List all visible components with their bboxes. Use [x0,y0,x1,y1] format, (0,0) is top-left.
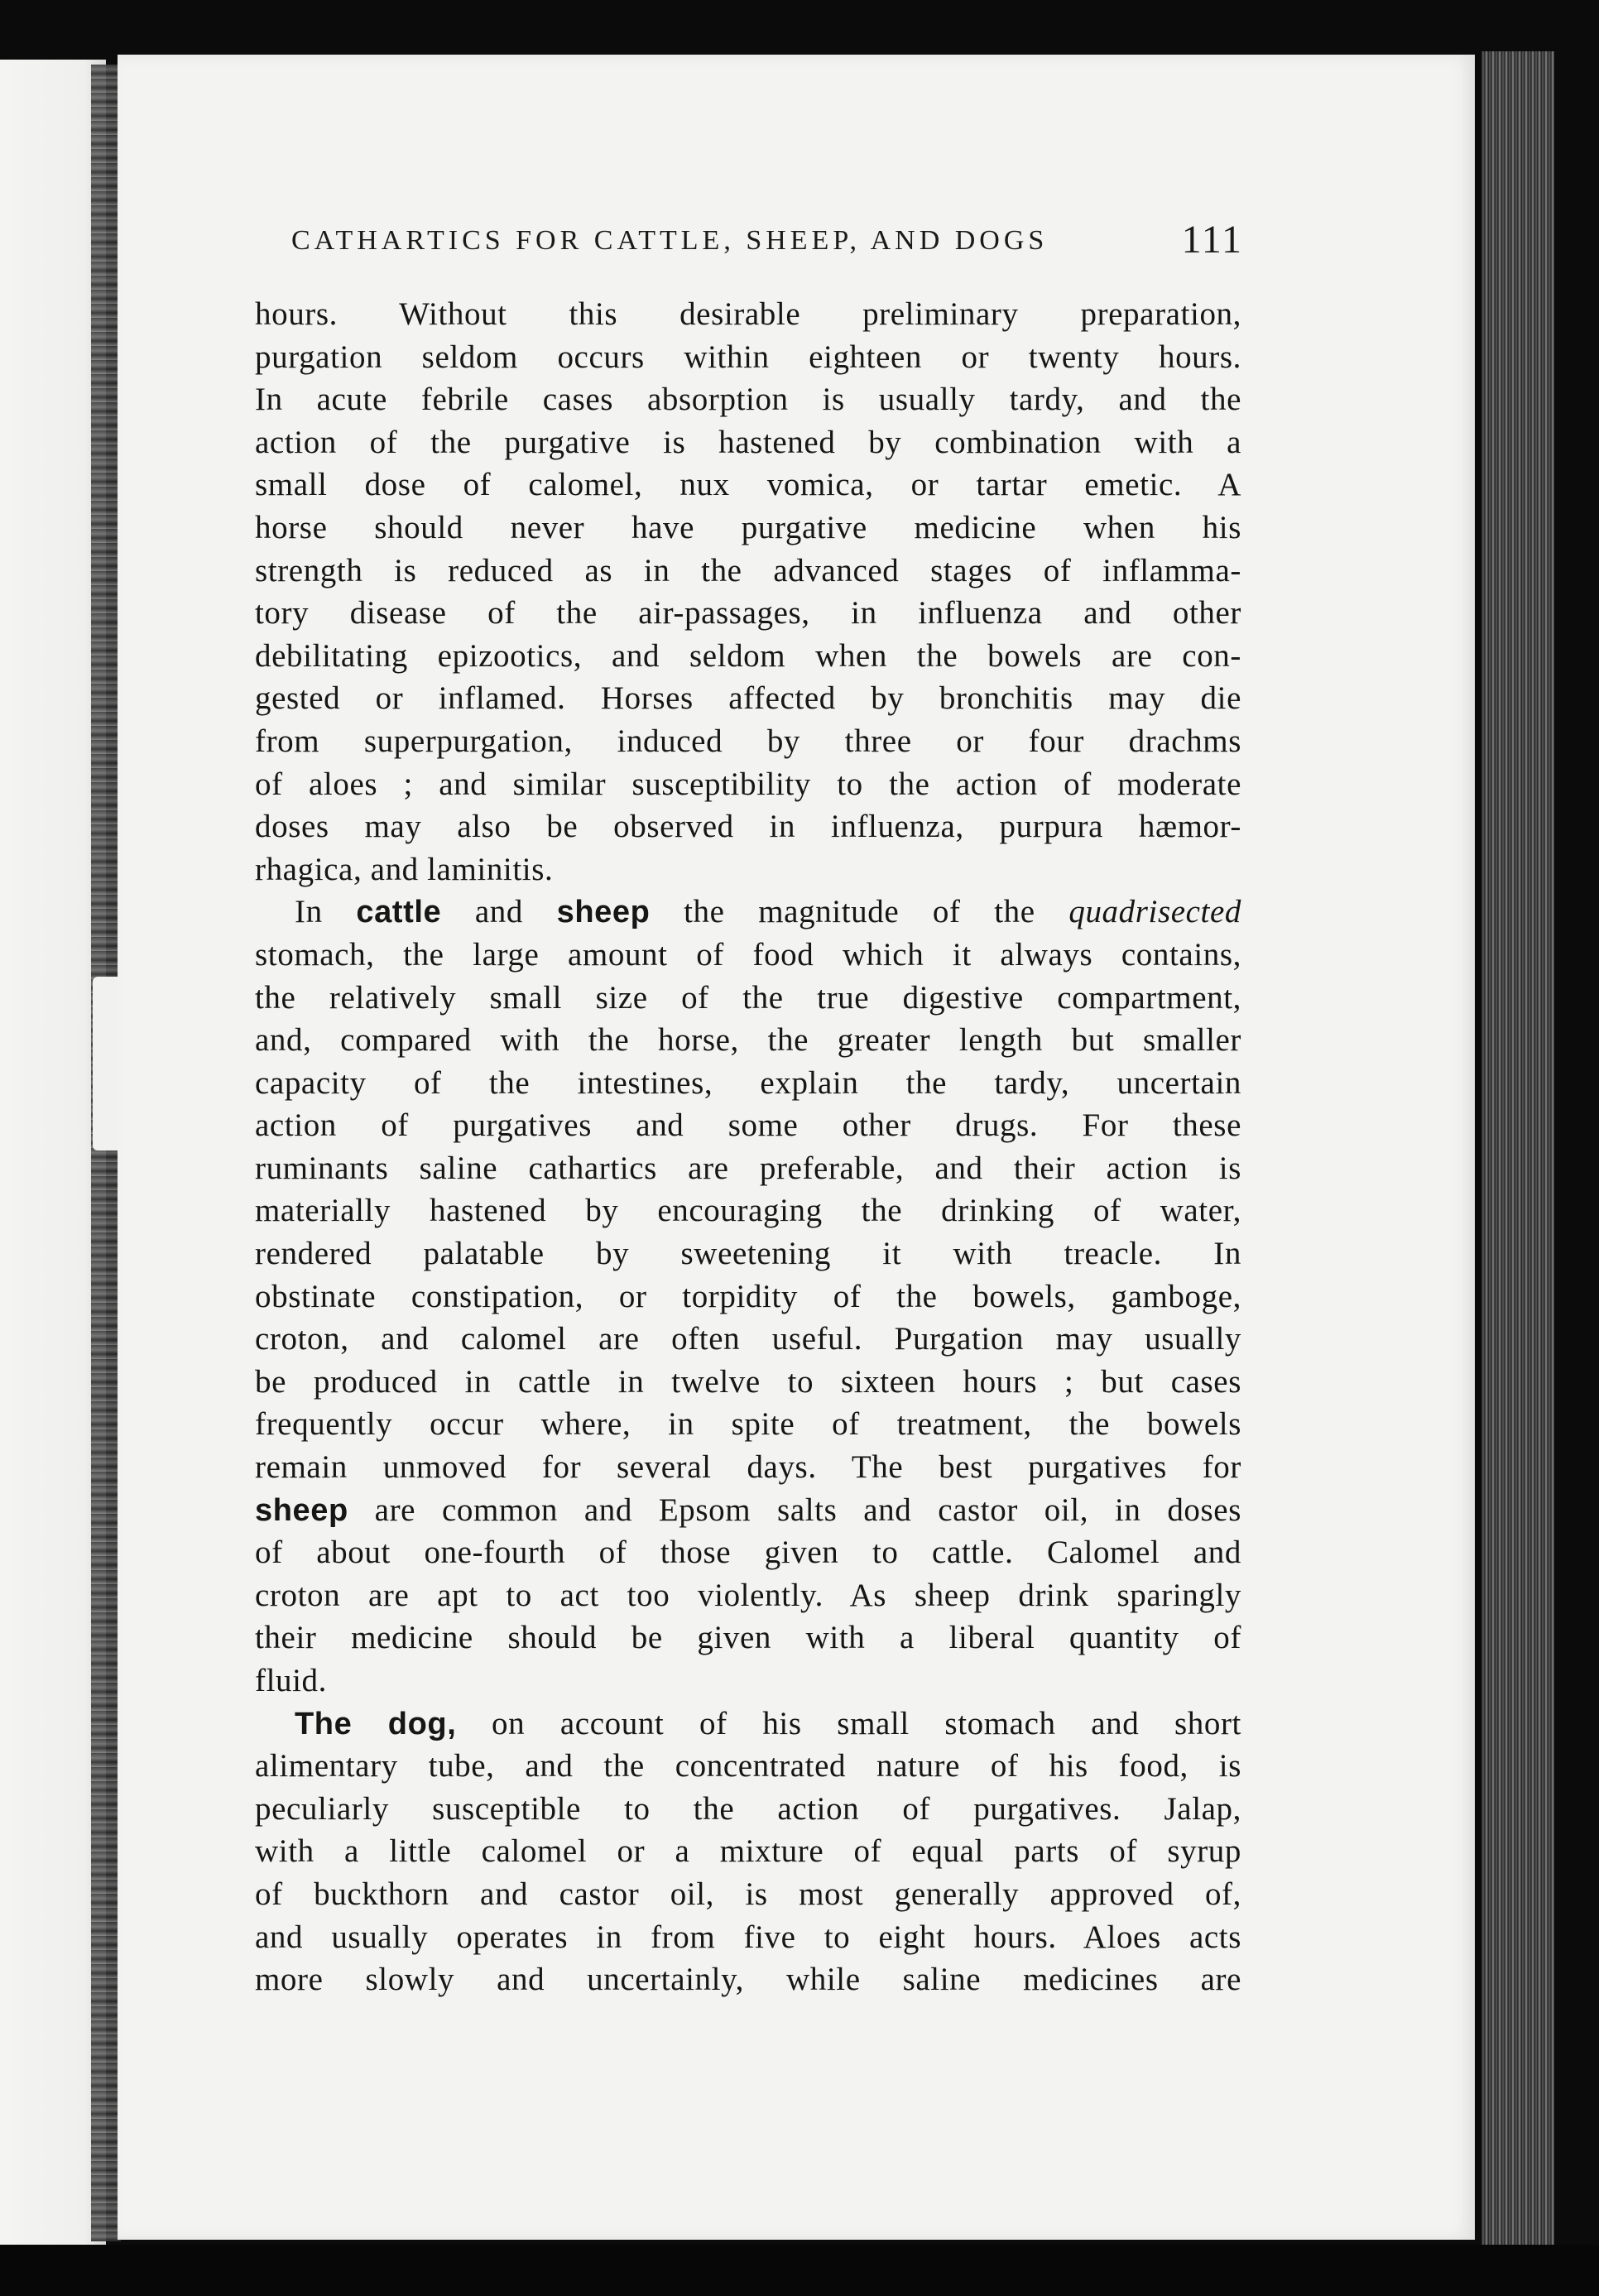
text-run: and [441,894,557,930]
text-line: peculiarly susceptible to the action of purgatives. Jalap, [255,1790,1241,1827]
text-line: and usually operates in from five to eight hours. Aloes acts [255,1919,1241,1955]
text-line: horse should never have purgative medicine when his [255,509,1241,545]
text-line: croton are apt to act too violently. As sheep drink sparingly [255,1577,1241,1613]
page-header [291,217,1243,275]
bold-term: sheep [556,895,651,930]
text-line [255,1489,1241,1532]
book-gutter [91,65,121,2241]
text-line: of aloes ; and similar susceptibility to the action of moderate [255,766,1241,802]
facing-page-edge [0,60,106,2245]
text-line: alimentary tube, and the concentrated nature of his food, is [255,1748,1241,1784]
text-line: remain unmoved for several days. The best purgatives for [255,1449,1241,1486]
text-line: doses may also be observed in influenza, purpura hæmor- [255,809,1241,845]
page-number: 111 [1181,218,1243,262]
text-line: from superpurgation, induced by three or four drachms [255,723,1241,759]
book-page-edges [1481,51,1554,2253]
text-line: rendered palatable by sweetening it with treacle. In [255,1236,1241,1272]
text-line: hours. Without this desirable preliminary preparation, [255,296,1241,332]
text-line: gested or inflamed. Horses affected by bronchitis may die [255,680,1241,717]
text-line: materially hastened by encouraging the drinking of water, [255,1193,1241,1229]
text-line: rhagica, and laminitis. [255,851,554,887]
text-line: more slowly and uncertainly, while saline medicines are [255,1962,1241,1998]
text-line: of about one-fourth of those given to cattle. Calomel and [255,1535,1241,1571]
text-line: and, compared with the horse, the greater length but smaller [255,1022,1241,1059]
text-line: the relatively small size of the true digestive compartment, [255,979,1241,1016]
text-line: their medicine should be given with a liberal quantity of [255,1620,1241,1656]
text-line: capacity of the intestines, explain the tardy, uncertain [255,1064,1241,1101]
paragraph-opening-line [255,891,1241,934]
text-line: action of the purgative is hastened by combination with a [255,424,1241,460]
bold-term: The dog, [295,1706,457,1741]
text-line: with a little calomel or a mixture of equal parts of syrup [255,1833,1241,1870]
text-line: In acute febrile cases absorption is usually tardy, and the [255,382,1241,418]
text-line: ruminants saline cathartics are preferable, and their action is [255,1150,1241,1186]
text-line: purgation seldom occurs within eighteen or twenty hours. [255,339,1241,375]
text-run: In [295,894,357,930]
bold-term: cattle [356,895,442,930]
text-line: be produced in cattle in twelve to sixteen hours ; but cases [255,1363,1241,1400]
text-line: debilitating epizootics, and seldom when the bowels are con- [255,637,1241,674]
italic-term: quadrisected [1068,894,1241,930]
text-line: small dose of calomel, nux vomica, or tartar emetic. A [255,467,1241,503]
text-line: tory disease of the air-passages, in influenza and other [255,595,1241,632]
text-line: croton, and calomel are often useful. Purgation may usually [255,1321,1241,1357]
text-line: strength is reduced as in the advanced stages of inflamma- [255,552,1241,588]
bold-term: sheep [255,1492,348,1528]
text-line: frequently occur where, in spite of treatment, the bowels [255,1406,1241,1443]
text-run: the magnitude of the [650,894,1069,930]
running-head: CATHARTICS FOR CATTLE, SHEEP, AND DOGS [291,225,1049,256]
text-line: fluid. [255,1663,328,1698]
text-line: obstinate constipation, or torpidity of the bowels, gamboge, [255,1278,1241,1314]
text-line: of buckthorn and castor oil, is most generally approved of, [255,1876,1241,1912]
text-line: stomach, the large amount of food which it always contains, [255,936,1241,973]
text-run: are common and Epsom salts and castor oil, in doses [348,1491,1241,1528]
paragraph-opening-line [255,1703,1241,1746]
body-text [255,293,1241,2001]
text-run: on account of his small stomach and short [456,1705,1241,1741]
text-line: action of purgatives and some other drugs. For these [255,1107,1241,1144]
scan-bottom-border [0,2245,1599,2296]
